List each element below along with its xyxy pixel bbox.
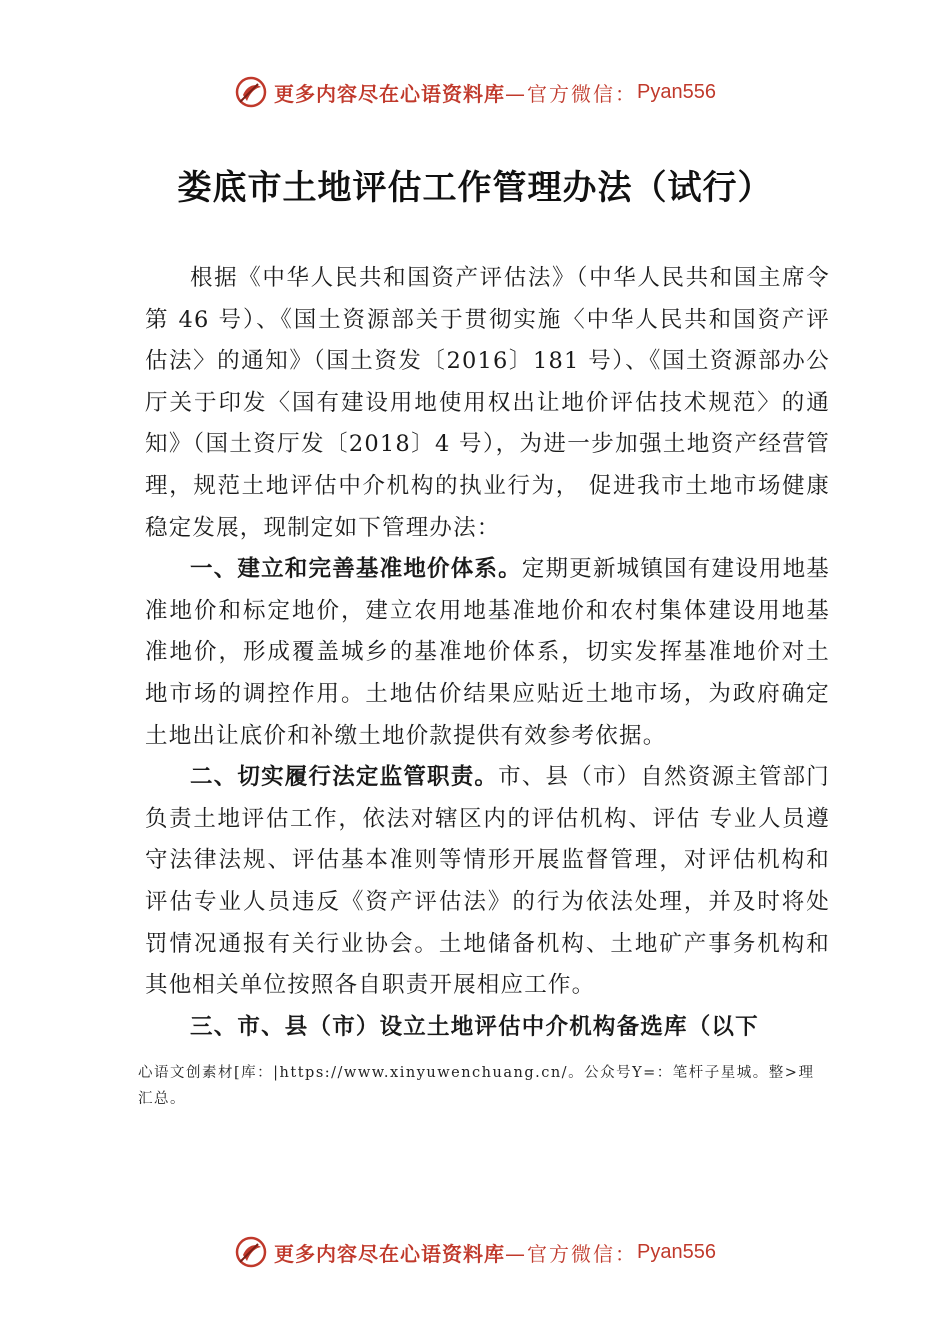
intro-paragraph: 根据《中华人民共和国资产评估法》（中华人民共和国主席令第 46 号）、《国土资源部关于贯彻实施〈中华人民共和国资产评估法〉的通知》（国土资发〔2016〕181 号）、《国土资源部办公厅关于印发〈国有建设用地使用权出让地价评估技术规范〉的通知》（国土资厅发〔2018〕4 号），为进一步加强土地资产经营管理，规范土地评估中介机构的执业行为， 促进我市土地市场健康稳定发展，现制定如下管理办法： [145,265,830,541]
banner-text-account: Pyan556 [637,80,716,103]
section-1-text: 定期更新城镇国有建设用地基准地价和标定地价，建立农用地基准地价和农村集体建设用地基准地价，形成覆盖城乡的基准地价体系，切实发挥基准地价对土地市场的调控作用。土地估价结果应贴近土地市场，为政府确定土地出让底价和补缴土地价款提供有效参考依据。 [145,556,830,749]
watermark-banner-top [0,72,950,112]
banner-text-wechat: —官方微信： [505,1241,638,1266]
section-2-heading: 二、切实履行法定监管职责。 [190,764,499,791]
section-2-paragraph [145,757,830,1007]
section-1-paragraph [145,549,830,757]
document-title: 娄底市土地评估工作管理办法（试行） [177,168,773,208]
banner-text-main: 更多内容尽在心语资料库 [274,1241,506,1266]
document-body [145,258,830,1048]
banner-text-wechat: —官方微信： [505,81,638,106]
banner-text-account: Pyan556 [637,1240,716,1263]
brand-logo-icon [234,1235,268,1269]
banner-text-main: 更多内容尽在心语资料库 [274,81,506,106]
brand-logo-icon [234,75,268,109]
section-2-text: 市、县（市）自然资源主管部门负责土地评估工作，依法对辖区内的评估机构、评估 专业人员遵守法律法规、评估基本准则等情形开展监督管理，对评估机构和评估专业人员违反《资产评估法》的行为依法处理，并及时将处罚情况通报有关行业协会。土地储备机构、土地矿产事务机构和其他相关单位按照各自职责开展相应工作。 [145,764,830,999]
section-1-heading: 一、建立和完善基准地价体系。 [190,556,522,583]
source-footnote: 心语文创素材[库：|https://www.xinyuwenchuang.cn/。公众号Y=：笔杆子星城。整>理汇总。 [138,1065,815,1107]
watermark-banner-bottom [0,1232,950,1272]
section-3-heading: 三、市、县（市）设立土地评估中介机构备选库（以下 [190,1013,759,1040]
section-3-paragraph [145,1007,830,1049]
